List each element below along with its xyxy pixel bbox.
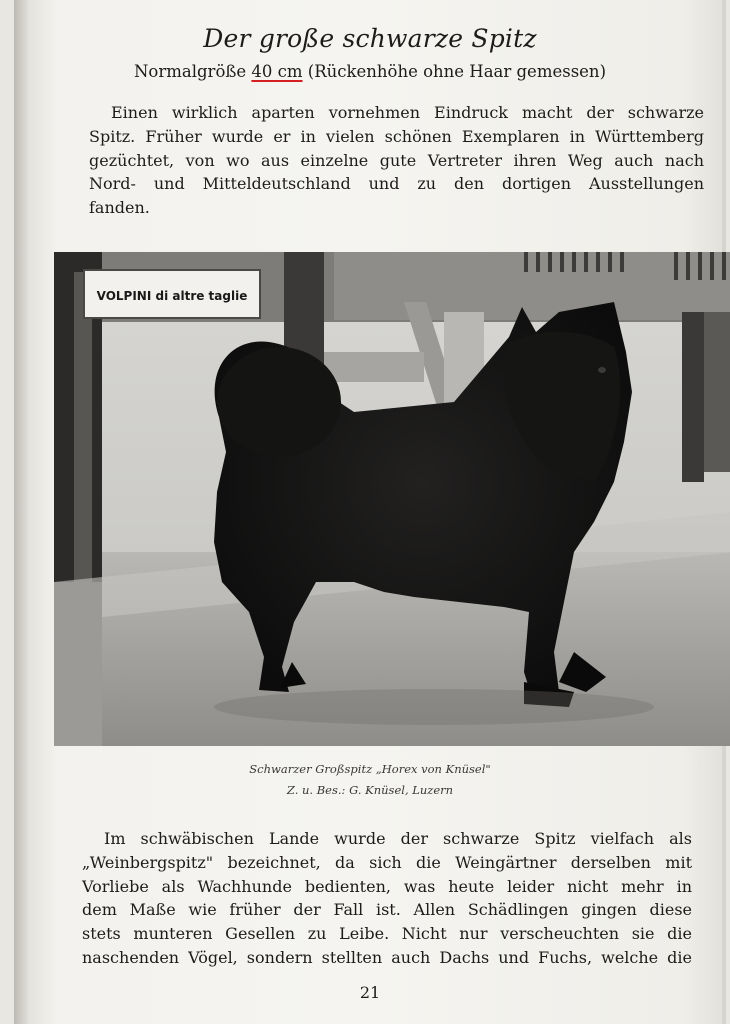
sign-text: VOLPINI di altre taglie (96, 289, 248, 303)
paragraph-line: gezüchtet, von wo aus einzelne gute Vertreter ihren Weg auch nach (89, 150, 704, 170)
paragraph-line: Einen wirklich aparten vornehmen Eindruck macht der schwarze (111, 103, 704, 122)
subtitle-prefix: Normalgröße (133, 62, 252, 81)
subtitle-suffix: (Rückenhöhe ohne Haar gemessen) (302, 62, 607, 81)
paragraph-line: naschenden Vögel, sondern stellten auch Dachs und Fuchs, welche die (82, 947, 692, 967)
photo-caption-credit: Z. u. Bes.: G. Knüsel, Luzern (286, 783, 454, 797)
paragraph-line: Vorliebe als Wachhunde bedienten, was heute leider nicht mehr in (82, 876, 692, 896)
paragraph-line: „Weinbergspitz" bezeichnet, da sich die Weingärtner derselben mit (82, 852, 692, 872)
right-post (682, 312, 704, 482)
page-number: 21 (359, 983, 381, 1002)
dog-shadow (214, 689, 654, 725)
photo-caption-title: Schwarzer Großspitz „Horex von Knüsel" (249, 762, 491, 776)
page-title: Der große schwarze Spitz (203, 24, 537, 53)
book-page (14, 0, 726, 1024)
paragraph-line: dem Maße wie früher der Fall ist. Allen Schädlingen gingen diese (82, 900, 692, 920)
paragraph-line: Im schwäbischen Lande wurde der schwarze Spitz vielfach als (104, 829, 692, 848)
bench-top (334, 252, 730, 320)
paragraph-line: stets munteren Gesellen zu Leibe. Nicht nur verscheuchten sie die (82, 924, 692, 944)
spine-shadow (14, 0, 28, 1024)
paragraph-line: Spitz. Früher wurde er in vielen schönen Exemplaren in Württemberg (89, 126, 704, 146)
body-paragraph (82, 827, 692, 970)
dog-photograph (54, 252, 730, 746)
paragraph-line: Nord- und Mitteldeutschland und zu den dortigen Ausstellungen (89, 174, 704, 194)
paragraph-line: fanden. (89, 198, 150, 218)
subtitle-size-highlight: 40 cm (251, 62, 303, 81)
page-subtitle (14, 62, 726, 81)
intro-paragraph (89, 101, 704, 220)
